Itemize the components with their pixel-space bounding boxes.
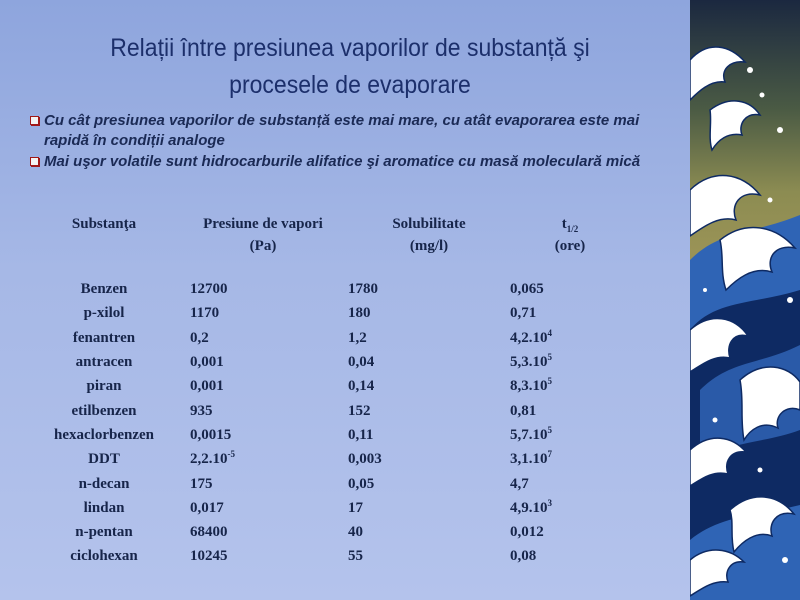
cell-solubilitate-value: 0,05 — [348, 475, 375, 492]
cell-solubilitate — [348, 326, 510, 350]
cell-presiune-value: 0,2 — [190, 329, 209, 346]
cell-presiune — [178, 496, 348, 520]
cell-half-life — [510, 350, 630, 374]
cell-presiune-value: 175 — [190, 475, 213, 492]
cell-half-life-value: 0,71 — [510, 305, 537, 322]
header-half-life-unit: (ore) — [554, 238, 586, 254]
table-row — [30, 350, 630, 374]
cell-presiune-value: 0,0015 — [190, 426, 232, 443]
table-row — [30, 471, 630, 495]
cell-solubilitate-value: 55 — [348, 548, 363, 565]
cell-substanta-value: DDT — [88, 451, 120, 468]
cell-solubilitate — [348, 520, 510, 544]
cell-solubilitate — [348, 301, 510, 325]
cell-solubilitate-value: 0,003 — [348, 451, 382, 468]
table-row — [30, 374, 630, 398]
cell-half-life-value: 4,2.10 — [510, 329, 548, 346]
cell-solubilitate-value: 1780 — [348, 281, 378, 298]
header-solubilitate-label: Solubilitate — [392, 216, 466, 232]
cell-half-life-value: 3,1.10 — [510, 451, 548, 468]
cell-presiune — [178, 301, 348, 325]
cell-substanta-value: n-decan — [78, 475, 130, 492]
cell-substanta-value: Benzen — [80, 281, 128, 298]
header-substanta-label: Substanţa — [71, 216, 137, 232]
bullet-text: Cu cât presiunea vaporilor de substanță este mai mare, cu atât evaporarea este mai rapidă în condiții analoge — [44, 112, 640, 149]
cell-substanta — [30, 277, 178, 301]
cell-half-life-exponent: 7 — [547, 449, 552, 460]
cell-presiune-value: 12700 — [190, 281, 228, 298]
table-row — [30, 520, 630, 544]
header-half-life-subscript: 1/2 — [566, 224, 579, 234]
header-substanta — [30, 213, 178, 277]
table-row — [30, 398, 630, 422]
cell-substanta — [30, 496, 178, 520]
cell-half-life-value: 0,012 — [510, 524, 544, 541]
table-row — [30, 544, 630, 568]
table-row — [30, 326, 630, 350]
cell-solubilitate-value: 0,14 — [348, 378, 375, 395]
cell-presiune — [178, 471, 348, 495]
cell-solubilitate — [348, 471, 510, 495]
cell-half-life — [510, 398, 630, 422]
cell-substanta — [30, 544, 178, 568]
cell-presiune — [178, 398, 348, 422]
cell-presiune — [178, 447, 348, 471]
cell-substanta-value: ciclohexan — [70, 548, 138, 565]
cell-presiune-value: 935 — [190, 402, 213, 419]
cell-substanta-value: piran — [86, 378, 122, 395]
cell-half-life-value: 0,065 — [510, 281, 544, 298]
title-line-1: Relații între presiunea vaporilor de substanță şi — [110, 34, 590, 62]
cell-presiune — [178, 423, 348, 447]
cell-solubilitate — [348, 447, 510, 471]
header-presiune-unit: (Pa) — [249, 238, 277, 254]
cell-half-life-exponent: 5 — [547, 376, 552, 387]
cell-substanta — [30, 447, 178, 471]
cell-presiune — [178, 326, 348, 350]
header-half-life-symbol: t — [561, 216, 567, 232]
cell-half-life-value: 5,3.10 — [510, 354, 548, 371]
great-wave-decoration — [690, 0, 800, 600]
cell-half-life — [510, 277, 630, 301]
table-body — [30, 277, 630, 569]
cell-substanta-value: p-xilol — [83, 305, 125, 322]
cell-substanta — [30, 423, 178, 447]
cell-half-life-value: 5,7.10 — [510, 426, 548, 443]
cell-presiune-value: 0,001 — [190, 354, 224, 371]
table-row — [30, 301, 630, 325]
checkbox-square-bullet-icon — [30, 157, 39, 166]
cell-solubilitate-value: 152 — [348, 402, 371, 419]
cell-half-life-value: 4,7 — [510, 475, 529, 492]
cell-substanta — [30, 350, 178, 374]
cell-substanta-value: lindan — [83, 499, 125, 516]
cell-half-life — [510, 520, 630, 544]
header-solubilitate — [348, 213, 510, 277]
header-presiune — [178, 213, 348, 277]
cell-presiune — [178, 277, 348, 301]
header-solubilitate-unit: (mg/l) — [409, 238, 449, 254]
cell-half-life — [510, 447, 630, 471]
cell-half-life — [510, 326, 630, 350]
cell-half-life — [510, 374, 630, 398]
cell-substanta-value: n-pentan — [75, 524, 133, 541]
cell-half-life-value: 4,9.10 — [510, 499, 548, 516]
cell-solubilitate — [348, 277, 510, 301]
vapor-pressure-table — [30, 213, 630, 569]
cell-half-life-exponent: 3 — [547, 497, 552, 508]
table-row — [30, 447, 630, 471]
cell-half-life-exponent: 4 — [547, 327, 552, 338]
cell-half-life-exponent: 5 — [547, 424, 552, 435]
cell-solubilitate — [348, 544, 510, 568]
cell-substanta — [30, 374, 178, 398]
cell-substanta — [30, 301, 178, 325]
cell-solubilitate-value: 0,11 — [348, 426, 374, 443]
cell-presiune-value: 1170 — [190, 305, 220, 322]
cell-half-life — [510, 544, 630, 568]
bullet-item — [30, 111, 670, 151]
cell-substanta-value: etilbenzen — [71, 402, 137, 419]
cell-substanta — [30, 471, 178, 495]
cell-presiune-value: 0,001 — [190, 378, 224, 395]
table-row — [30, 277, 630, 301]
cell-substanta — [30, 520, 178, 544]
cell-presiune-value: 0,017 — [190, 499, 224, 516]
cell-solubilitate — [348, 374, 510, 398]
cell-presiune-value: 2,2.10 — [190, 451, 228, 468]
cell-half-life-value: 0,81 — [510, 402, 537, 419]
bullet-text: Mai uşor volatile sunt hidrocarburile alifatice şi aromatice cu masă moleculară mică — [44, 153, 641, 170]
table-row — [30, 496, 630, 520]
cell-solubilitate — [348, 398, 510, 422]
cell-substanta-value: hexaclorbenzen — [54, 426, 154, 443]
cell-presiune-exponent: -5 — [227, 449, 235, 460]
checkbox-square-bullet-icon — [30, 116, 39, 125]
cell-substanta — [30, 326, 178, 350]
table-row — [30, 423, 630, 447]
header-presiune-label: Presiune de vapori — [203, 216, 323, 232]
cell-half-life-value: 0,08 — [510, 548, 537, 565]
cell-half-life-value: 8,3.10 — [510, 378, 548, 395]
cell-presiune — [178, 520, 348, 544]
cell-presiune — [178, 350, 348, 374]
header-half-life-label — [510, 213, 630, 235]
table-header-row — [30, 213, 630, 277]
bullet-list — [30, 111, 670, 173]
cell-solubilitate-value: 17 — [348, 499, 363, 516]
cell-half-life — [510, 471, 630, 495]
cell-presiune — [178, 544, 348, 568]
cell-half-life — [510, 423, 630, 447]
cell-solubilitate-value: 0,04 — [348, 354, 375, 371]
cell-half-life-exponent: 5 — [547, 352, 552, 363]
cell-substanta-value: fenantren — [72, 329, 136, 346]
cell-presiune-value: 10245 — [190, 548, 228, 565]
cell-solubilitate-value: 180 — [348, 305, 371, 322]
cell-solubilitate-value: 1,2 — [348, 329, 367, 346]
title-line-2: procesele de evaporare — [229, 71, 471, 99]
cell-solubilitate — [348, 350, 510, 374]
cell-half-life — [510, 301, 630, 325]
cell-presiune-value: 68400 — [190, 524, 228, 541]
cell-half-life — [510, 496, 630, 520]
bullet-item — [30, 152, 670, 172]
cell-substanta-value: antracen — [75, 354, 133, 371]
cell-solubilitate-value: 40 — [348, 524, 363, 541]
cell-solubilitate — [348, 496, 510, 520]
cell-presiune — [178, 374, 348, 398]
header-half-life — [510, 213, 630, 277]
cell-solubilitate — [348, 423, 510, 447]
cell-substanta — [30, 398, 178, 422]
slide-title — [46, 30, 653, 104]
